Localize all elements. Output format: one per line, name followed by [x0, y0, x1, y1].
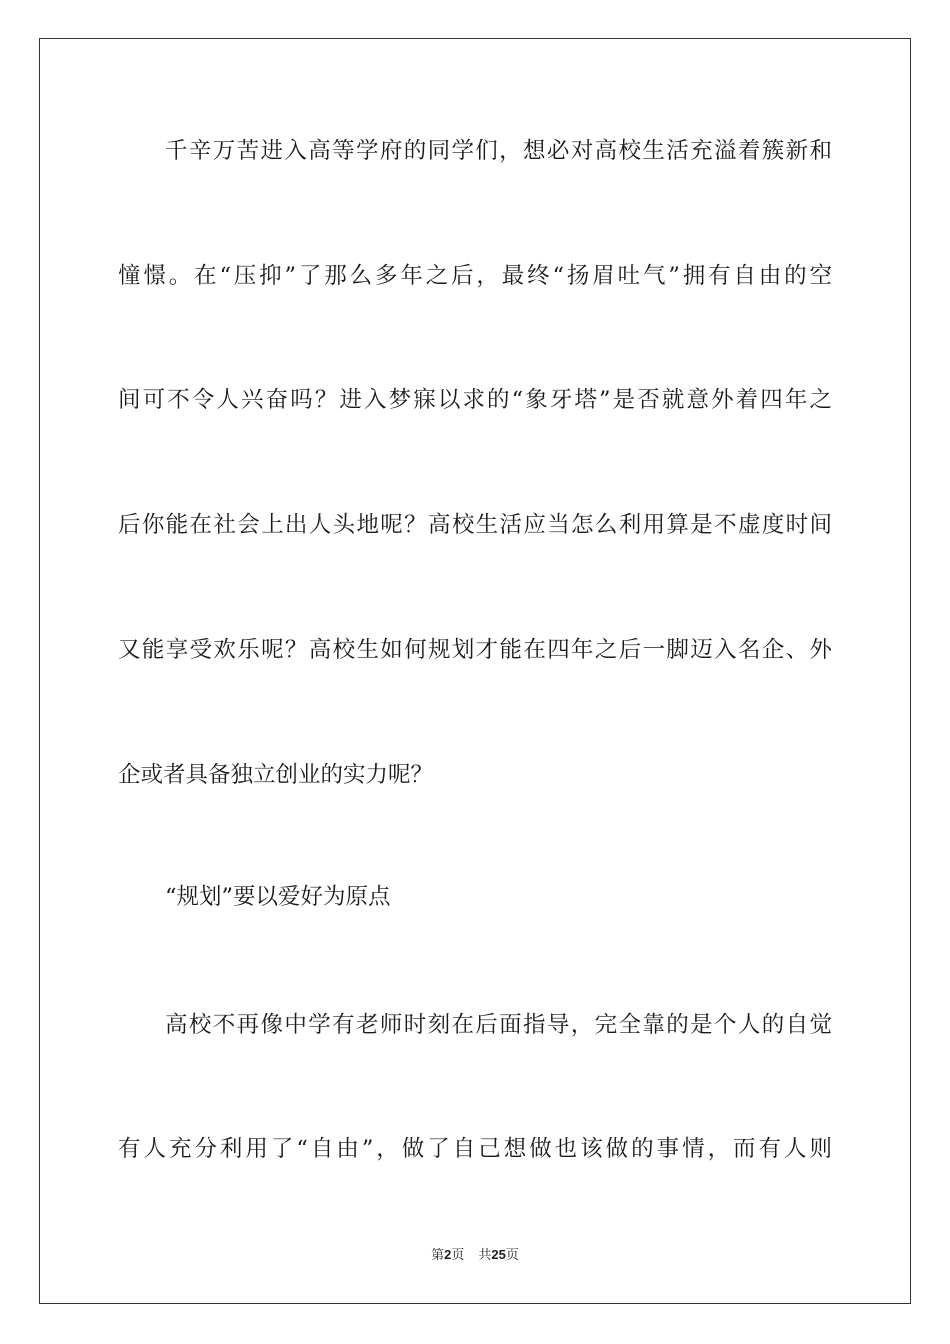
- paragraph-2-line-1: 高校不再像中学有老师时刻在后面指导，完全靠的是个人的自觉: [165, 1012, 832, 1038]
- paragraph-1-line-3: 间可不令人兴奋吗？进入梦寐以求的“象牙塔”是否就意外着四年之: [118, 387, 832, 413]
- paragraph-1-line-5: 又能享受欢乐呢？高校生如何规划才能在四年之后一脚迈入名企、外: [118, 637, 832, 663]
- page-suffix: 页: [451, 1248, 465, 1263]
- total-prefix: 共: [478, 1248, 492, 1263]
- total-pages: 25: [491, 1247, 506, 1262]
- paragraph-2-line-2: 有人充分利用了“自由”，做了自己想做也该做的事情，而有人则: [118, 1136, 832, 1162]
- page-prefix: 第: [431, 1248, 445, 1263]
- paragraph-1-line-4: 后你能在社会上出人头地呢？高校生活应当怎么利用算是不虚度时间: [118, 512, 832, 538]
- paragraph-1-line-6: 企或者具备独立创业的实力呢？: [118, 762, 434, 788]
- page-border: [39, 38, 911, 1304]
- page-footer: [0, 1246, 950, 1265]
- section-heading: “规划”要以爱好为原点: [165, 884, 391, 910]
- total-suffix: 页: [505, 1248, 519, 1263]
- page-number: 2: [444, 1247, 452, 1262]
- paragraph-1-line-2: 憧憬。在“压抑”了那么多年之后，最终“扬眉吐气”拥有自由的空: [118, 263, 832, 289]
- paragraph-1-line-1: 千辛万苦进入高等学府的同学们，想必对高校生活充溢着簇新和: [165, 138, 832, 164]
